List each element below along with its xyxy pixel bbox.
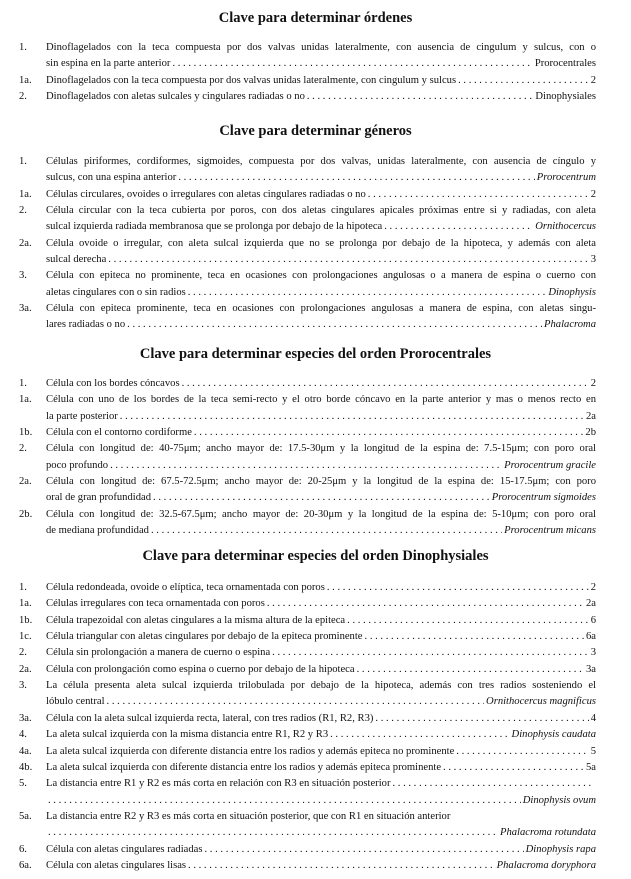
entry-result: 6 (590, 614, 596, 626)
entry-text (46, 268, 596, 301)
entry-text (46, 776, 596, 809)
entry-number: 3a. (19, 303, 32, 315)
entry-line-text: sulcus, con una espina anterior (46, 172, 177, 184)
entry-last-line (46, 694, 596, 710)
entry-number: 4a. (19, 745, 32, 757)
entry-result: Prorocentrum (536, 172, 596, 184)
entry-result: 2 (590, 582, 596, 593)
entry-text (46, 662, 596, 678)
dot-leader (188, 285, 547, 301)
entry-line: Célula con longitud de: 40-75μm; ancho mayor de: 17.5-30μm y la longitud de la espina de: 7.5-15μm; con poro oral (46, 443, 596, 455)
entry-line-text: Célula redondeada, ovoide o elíptica, teca ornamentada con poros (46, 582, 325, 593)
entry-result: 2 (590, 74, 596, 86)
entry-result: 3 (590, 254, 596, 266)
entry-result: Dinophysis ovum (522, 794, 596, 806)
entry-line-text: aletas cingulares con o sin radios (46, 286, 186, 298)
entry-result: Prorocentrum micans (504, 525, 596, 537)
entry-last-line (46, 662, 596, 678)
entry-last-line (46, 596, 596, 612)
entry-line-text: lares radiadas o no (46, 319, 126, 331)
entry-line (46, 776, 596, 792)
dot-leader (327, 580, 589, 596)
entry-number: 2. (19, 205, 27, 217)
entry-text (46, 425, 596, 441)
entry-line-text: La aleta sulcal izquierda con la misma distancia entre R1, R2 y R3 (46, 729, 329, 741)
dot-leader (330, 727, 509, 743)
entry-text (46, 507, 596, 540)
entry-line-text: lóbulo central (46, 696, 105, 708)
entry-line-text: La distancia entre R2 y R3 es más corta en situación posterior, que con R1 en situación anterior (46, 810, 451, 822)
entry-text (46, 858, 596, 874)
dot-leader (384, 219, 533, 235)
dot-leader (205, 842, 524, 858)
entry-result: 2 (590, 188, 596, 200)
entry-number: 5a. (19, 810, 32, 822)
dot-leader (443, 760, 584, 776)
dot-leader (108, 252, 588, 268)
entry-result: 3 (590, 647, 596, 659)
entry-text (46, 301, 596, 334)
entry-last-line (46, 252, 596, 268)
entry-number: 2. (19, 443, 27, 455)
entry-line-text: Dinoflagelados con la teca compuesta por dos valvas unidas lateralmente, con cingulum y sulcus (46, 74, 457, 86)
entry-number: 4b. (19, 761, 33, 773)
entry-result: Phalacroma doryphora (496, 859, 596, 871)
entry-number: 4. (19, 729, 27, 741)
entry-number: 1. (19, 582, 27, 593)
entry-text (46, 154, 596, 187)
entry-line-text: sin espina en la parte anterior (46, 58, 171, 70)
entry-result: Prorocentrum sigmoides (491, 492, 596, 504)
entry-text (46, 474, 596, 507)
entry-result: Phalacroma rotundata (499, 827, 596, 839)
entry-number: 2. (19, 647, 27, 659)
entry-number: 1. (19, 42, 27, 53)
entry-result: Dinophysis caudata (511, 729, 596, 741)
entry-number: 1. (19, 378, 27, 389)
entry-last-line (46, 711, 596, 727)
entry-text (46, 678, 596, 711)
entry-last-line (46, 629, 596, 645)
entry-last-line (46, 219, 596, 235)
entry-line: Célula con longitud de: 67.5-72.5μm; ancho mayor de: 20-25μm y la longitud de la espina de: 15-17.5μm; con poro (46, 476, 596, 488)
entry-text (46, 441, 596, 474)
entry-last-line (46, 613, 596, 629)
dot-leader (110, 458, 502, 474)
entry-line: Célula con longitud de: 32.5-67.5μm; ancho mayor de: 20-30μm y la longitud de la espina de: 5-10μm; con poro oral (46, 508, 596, 520)
entry-text (46, 842, 596, 858)
dot-leader (194, 425, 583, 441)
entry-line-text: Célula triangular con aletas cingulares por debajo de la epiteca prominente (46, 631, 363, 643)
entry-line-text: sulcal izquierda radiada membranosa que se prolonga por debajo de la hipoteca (46, 221, 383, 233)
entry-text (46, 73, 596, 89)
entry-last-line (46, 760, 596, 776)
dot-leader (307, 89, 534, 105)
dot-leader (375, 711, 588, 727)
entry-text (46, 727, 596, 743)
entry-line: Célula con epiteca no prominente, teca en ocasiones con prolongaciones angulosas o a manera de espina o cuerno con (46, 270, 596, 282)
entry-number: 1a. (19, 188, 32, 200)
entry-line-text: Células irregulares con teca ornamentada con poros (46, 598, 265, 610)
dot-leader (127, 317, 542, 333)
dot-leader (48, 825, 498, 841)
entry-number: 3a. (19, 712, 32, 724)
entry-line-text: Dinoflagelados con aletas sulcales y cingulares radiadas o no (46, 91, 305, 103)
entry-last-line (46, 170, 596, 186)
entry-last-line (46, 73, 596, 89)
entry-result: Phalacroma (544, 319, 596, 331)
entry-text (46, 376, 596, 392)
entry-last-line (46, 744, 596, 760)
entry-number: 1. (19, 156, 27, 167)
dot-leader (120, 409, 584, 425)
section-heading: Clave para determinar órdenes (218, 10, 413, 26)
entry-last-line (46, 376, 596, 392)
entry-number: 6. (19, 843, 27, 855)
dot-leader (182, 376, 589, 392)
entry-line: Célula con epiteca prominente, teca en ocasiones con prolongaciones angulosas a manera de espina, con aletas singu- (46, 303, 596, 315)
entry-line-text: Célula con el contorno cordiforme (46, 427, 192, 439)
section-heading: Clave para determinar especies del orden Prorocentrales (139, 346, 492, 362)
entry-line-text: poco profundo (46, 459, 109, 471)
entry-text (46, 760, 596, 776)
dot-leader (272, 645, 589, 661)
entry-last-line (46, 580, 596, 596)
entry-result: 4 (590, 712, 596, 724)
entry-number: 2. (19, 91, 27, 103)
dot-leader (456, 744, 588, 760)
dot-leader (365, 629, 584, 645)
entry-line-text: Célula con la aleta sulcal izquierda recta, lateral, con tres radios (R1, R2, R3) (46, 712, 374, 724)
entry-result: 5a (586, 761, 596, 773)
entry-number: 1a. (19, 74, 32, 86)
entry-result: Prorocentrales (534, 58, 596, 70)
entry-last-line (46, 458, 596, 474)
entry-last-line (46, 490, 596, 506)
dot-leader (151, 523, 502, 539)
entry-line: Célula ovoide o irregular, con aleta sulcal izquierda que no se prolonga por debajo de la hipoteca, y además con aleta (46, 237, 596, 249)
dot-leader (178, 170, 534, 186)
entry-number: 1a. (19, 394, 32, 406)
entry-line-text: de mediana profundidad (46, 525, 149, 537)
entry-number: 5. (19, 778, 27, 790)
entry-result: Ornithocercus magnificus (486, 696, 596, 708)
entry-last-line (46, 409, 596, 425)
dot-leader (458, 73, 589, 89)
entry-line-text: La distancia entre R1 y R2 es más corta en relación con R3 en situación posterior (46, 778, 391, 790)
entry-last-line (46, 523, 596, 539)
entry-last-line (46, 187, 596, 203)
dot-leader (392, 776, 594, 792)
entry-last-line (46, 89, 596, 105)
entry-last-line (46, 56, 596, 72)
entry-number: 1c. (19, 631, 32, 643)
entry-line-text: Célula con prolongación como espina o cuerno por debajo de la hipoteca (46, 663, 355, 675)
entry-number: 3. (19, 270, 27, 282)
entry-number: 1b. (19, 427, 33, 439)
entry-last-line (46, 825, 596, 841)
entry-line-text: la parte posterior (46, 410, 118, 422)
entry-last-line (46, 842, 596, 858)
section-heading: Clave para determinar especies del orden Dinophysiales (142, 548, 489, 564)
entry-last-line (46, 425, 596, 441)
entry-line (46, 809, 596, 825)
entry-result: Ornithocercus (535, 221, 596, 233)
entry-line-text: Célula con aletas cingulares radiadas (46, 843, 203, 855)
entry-text (46, 40, 596, 73)
entry-result: Dinophysis rapa (525, 843, 596, 855)
entry-line-text: Célula con los bordes cóncavos (46, 378, 180, 389)
entry-number: 6a. (19, 859, 32, 871)
entry-number: 1b. (19, 614, 33, 626)
entry-number: 1a. (19, 598, 32, 610)
entry-text (46, 744, 596, 760)
entry-result: 5 (590, 745, 596, 757)
entry-result: 2 (590, 378, 596, 389)
entry-text (46, 613, 596, 629)
entry-line-text: sulcal derecha (46, 254, 107, 266)
entry-line-text: oral de gran profundidad (46, 492, 152, 504)
entry-text (46, 89, 596, 105)
entry-last-line (46, 858, 596, 874)
entry-result: Dinophysiales (535, 91, 596, 103)
entry-text (46, 596, 596, 612)
entry-text (46, 392, 596, 425)
entry-line-text: Célula sin prolongación a manera de cuerno o espina (46, 647, 271, 659)
entry-line-text: Células circulares, ovoides o irregulares con aletas cingulares radiadas o no (46, 188, 366, 200)
entry-line: Célula circular con la teca cubierta por poros, con dos aletas cingulares apicales próximas entre si y radiadas, con aleta (46, 205, 596, 217)
dot-leader (347, 613, 589, 629)
entry-number: 2a. (19, 663, 32, 675)
entry-last-line (46, 285, 596, 301)
entry-number: 2b. (19, 508, 33, 520)
dot-leader (107, 694, 485, 710)
entry-last-line (46, 317, 596, 333)
section-heading: Clave para determinar géneros (219, 123, 412, 139)
entry-line: Célula con uno de los bordes de la teca semi-recto y el otro borde cóncavo en la parte anterior y mas o menos recto en (46, 394, 596, 406)
entry-text (46, 629, 596, 645)
entry-line-text: Célula con aletas cingulares lisas (46, 859, 187, 871)
dot-leader (368, 187, 589, 203)
entry-text (46, 645, 596, 661)
entry-line: Células piriformes, cordiformes, sigmoides, compuesta por dos valvas, unidas lateralmente, con ausencia de cíngulo y (46, 156, 596, 167)
entry-result: 2a (586, 410, 596, 422)
entry-number: 3. (19, 680, 27, 692)
entry-text (46, 203, 596, 236)
dot-leader (172, 56, 532, 72)
entry-number: 2a. (19, 476, 32, 488)
entry-last-line (46, 645, 596, 661)
entry-result: Prorocentrum gracile (504, 459, 596, 471)
entry-result: 3a (586, 663, 596, 675)
entry-text (46, 580, 596, 596)
entry-result: 2a (586, 598, 596, 610)
entry-result: 2b (585, 427, 596, 439)
entry-last-line (46, 793, 596, 809)
entry-line-text: La aleta sulcal izquierda con diferente distancia entre los radios y además epiteca no prominente (46, 745, 455, 757)
entry-text (46, 809, 596, 842)
dot-leader (357, 662, 584, 678)
entry-text (46, 711, 596, 727)
dot-leader (48, 793, 521, 809)
dot-leader (267, 596, 584, 612)
dot-leader (153, 490, 490, 506)
entry-last-line (46, 727, 596, 743)
entry-number: 2a. (19, 237, 32, 249)
dot-leader (188, 858, 495, 874)
entry-line: Dinoflagelados con la teca compuesta por dos valvas unidas lateralmente, con ausencia de cingulum y sulcus, con o (46, 42, 596, 53)
entry-text (46, 187, 596, 203)
entry-text (46, 236, 596, 269)
entry-line: La célula presenta aleta sulcal izquierda trilobulada por debajo de la hipoteca, además con tres radios sosteniendo el (46, 680, 596, 692)
entry-result: 6a (586, 631, 596, 643)
entry-line-text: Célula trapezoidal con aletas cingulares a la misma altura de la epiteca (46, 614, 346, 626)
entry-result: Dinophysis (548, 286, 596, 298)
entry-line-text: La aleta sulcal izquierda con diferente distancia entre los radios y además epiteca prominente (46, 761, 442, 773)
